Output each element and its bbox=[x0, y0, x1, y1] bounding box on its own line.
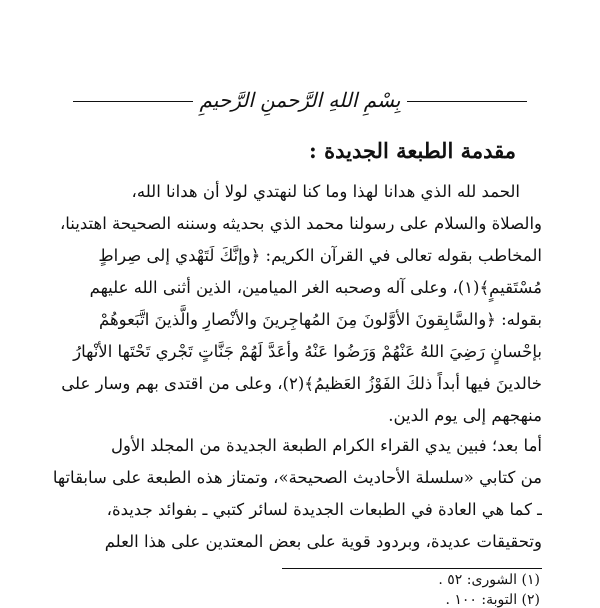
text-line: خالدينَ فيها أبداً ذلكَ الفَوْزُ العَظيمُ﴾(٢)، وعلى من اقتدى بهم وسار على bbox=[61, 374, 542, 393]
text-line: وتحقيقات عديدة، وبردود قوية على بعض المعتدين على هذا العلم bbox=[104, 532, 542, 551]
basmala-left-line bbox=[407, 101, 527, 102]
paragraph-intro bbox=[42, 176, 542, 432]
text-line: بقوله: ﴿والسَّابِقونَ الأوَّلونَ مِنَ المُهاجِرينَ والأنْصارِ والَّذينَ اتَّبَعوهُمْ bbox=[98, 310, 542, 329]
text-line: بإحْسانٍ رَضِيَ اللهُ عَنْهُمْ وَرَضُوا عَنْهُ وأعَدَّ لَهُمْ جَنَّاتٍ تَجْري تَحْتَها الأنْهارُ bbox=[73, 342, 542, 361]
text-line: الحمد لله الذي هدانا لهذا وما كنا لنهتدي لولا أن هدانا الله، bbox=[131, 182, 520, 201]
text-line: من كتابي «سلسلة الأحاديث الصحيحة»، وتمتاز هذه الطبعة على سابقاتها bbox=[52, 468, 542, 487]
footnote-2: (٢) التوبة: ١٠٠ . bbox=[445, 592, 540, 608]
paragraph-main bbox=[42, 430, 542, 558]
text-line: أما بعد؛ فبين يدي القراء الكرام الطبعة الجديدة من المجلد الأول bbox=[111, 436, 542, 455]
basmala-right-line bbox=[73, 101, 193, 102]
basmala-text: بِسْمِ اللهِ الرَّحمنِ الرَّحيمِ bbox=[199, 88, 401, 112]
text-line: المخاطب بقوله تعالى في القرآن الكريم: ﴿وإنَّكَ لَتَهْدي إلى صِراطٍ bbox=[98, 246, 542, 265]
footnote-divider bbox=[282, 568, 542, 569]
footnote-1: (١) الشورى: ٥٢ . bbox=[438, 572, 540, 588]
text-line: مُسْتَقيمٍ﴾(١)، وعلى آله وصحبه الغر الميامين، الذين أثنى الله عليهم bbox=[89, 278, 542, 297]
section-heading: مقدمة الطبعة الجديدة : bbox=[309, 138, 516, 163]
text-line: ـ كما هي العادة في الطبعات الجديدة لسائر كتبي ـ بفوائد جديدة، bbox=[106, 500, 542, 519]
text-line: والصلاة والسلام على رسولنا محمد الذي بحديثه وسننه الصحيحة اهتدينا، bbox=[59, 214, 542, 233]
basmala-header bbox=[0, 88, 600, 112]
text-line: منهجهم إلى يوم الدين. bbox=[388, 406, 542, 425]
